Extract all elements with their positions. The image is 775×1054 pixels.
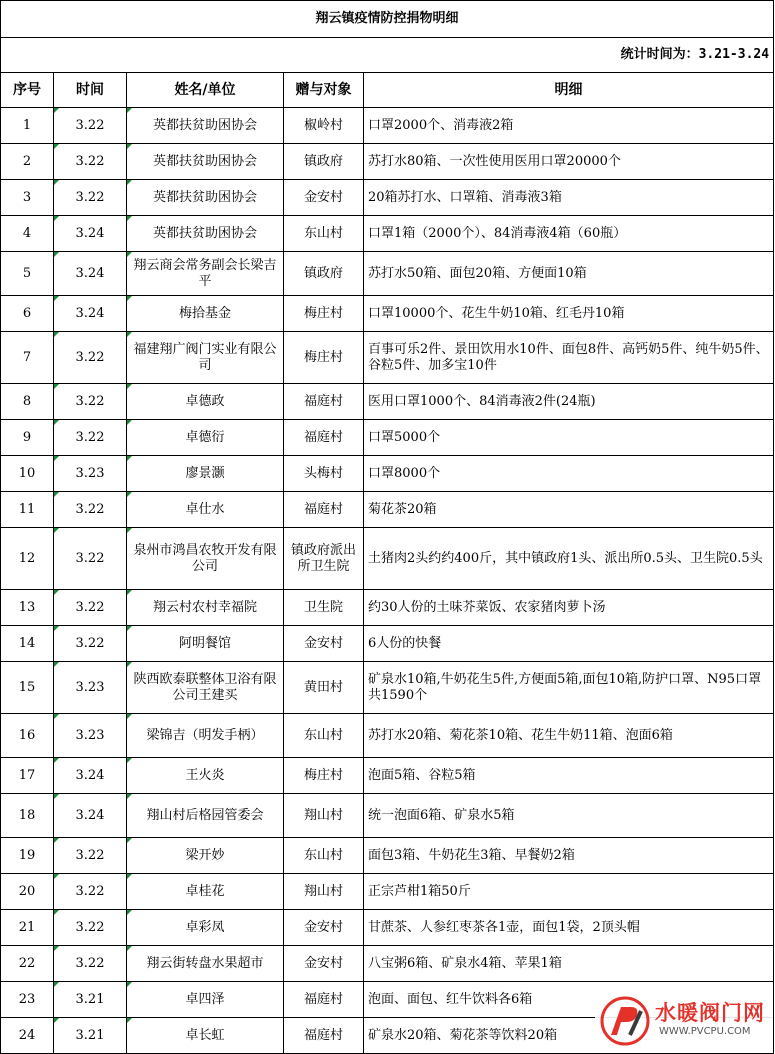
row-target: 金安村	[284, 626, 364, 662]
row-time: 3.22	[54, 528, 127, 590]
row-target: 头梅村	[284, 456, 364, 492]
row-detail: 20箱苏打水、口罩箱、消毒液3箱	[364, 180, 774, 216]
row-no: 6	[1, 296, 54, 332]
table-row	[1, 420, 774, 456]
row-time: 3.22	[54, 626, 127, 662]
row-detail: 医用口罩1000个、84消毒液2件(24瓶)	[364, 384, 774, 420]
stat-period: 统计时间为：3.21-3.24	[1, 38, 774, 73]
table-row	[1, 216, 774, 252]
row-detail: 约30人份的土味芥菜饭、农家猪肉萝卜汤	[364, 590, 774, 626]
row-detail: 口罩5000个	[364, 420, 774, 456]
row-name: 廖景灏	[127, 456, 284, 492]
table-row	[1, 946, 774, 982]
table-row	[1, 180, 774, 216]
row-no: 10	[1, 456, 54, 492]
row-no: 4	[1, 216, 54, 252]
row-detail: 泡面5箱、谷粒5箱	[364, 758, 774, 794]
row-target: 卫生院	[284, 590, 364, 626]
row-detail: 矿泉水10箱,牛奶花生5件,方便面5箱,面包10箱,防护口罩、N95口罩共1590个	[364, 662, 774, 714]
row-detail: 苏打水20箱、菊花茶10箱、花生牛奶11箱、泡面6箱	[364, 714, 774, 758]
row-name: 福建翔广阀门实业有限公司	[127, 332, 284, 384]
row-target: 福庭村	[284, 492, 364, 528]
table-row	[1, 910, 774, 946]
row-time: 3.22	[54, 108, 127, 144]
row-name: 卓德政	[127, 384, 284, 420]
row-detail: 统一泡面6箱、矿泉水5箱	[364, 794, 774, 838]
row-no: 21	[1, 910, 54, 946]
row-target: 金安村	[284, 946, 364, 982]
row-time: 3.24	[54, 216, 127, 252]
row-name: 梁开妙	[127, 838, 284, 874]
table-row	[1, 108, 774, 144]
row-name: 卓彩凤	[127, 910, 284, 946]
row-detail: 菊花茶20箱	[364, 492, 774, 528]
row-detail: 土猪肉2头约约400斤，其中镇政府1头、派出所0.5头、卫生院0.5头	[364, 528, 774, 590]
table-row	[1, 252, 774, 296]
header-no: 序号	[1, 73, 54, 108]
row-name: 英都扶贫助困协会	[127, 180, 284, 216]
sheet-title: 翔云镇疫情防控捐物明细	[1, 1, 774, 38]
row-time: 3.23	[54, 456, 127, 492]
row-detail: 苏打水80箱、一次性使用医用口罩20000个	[364, 144, 774, 180]
row-detail: 矿泉水20箱、菊花茶等饮料20箱	[364, 1018, 774, 1054]
row-no: 5	[1, 252, 54, 296]
table-row	[1, 758, 774, 794]
row-target: 福庭村	[284, 982, 364, 1018]
row-target: 镇政府派出所卫生院	[284, 528, 364, 590]
row-target: 东山村	[284, 216, 364, 252]
row-name: 梅拾基金	[127, 296, 284, 332]
row-time: 3.24	[54, 758, 127, 794]
row-name: 卓德衍	[127, 420, 284, 456]
row-target: 金安村	[284, 180, 364, 216]
table-row	[1, 332, 774, 384]
row-time: 3.24	[54, 296, 127, 332]
row-detail: 口罩10000个、花生牛奶10箱、红毛丹10箱	[364, 296, 774, 332]
row-name: 英都扶贫助困协会	[127, 144, 284, 180]
table-row	[1, 492, 774, 528]
row-detail: 口罩2000个、消毒液2箱	[364, 108, 774, 144]
table-row	[1, 874, 774, 910]
row-target: 东山村	[284, 838, 364, 874]
row-name: 英都扶贫助困协会	[127, 108, 284, 144]
row-detail: 面包3箱、牛奶花生3箱、早餐奶2箱	[364, 838, 774, 874]
row-no: 2	[1, 144, 54, 180]
row-time: 3.22	[54, 838, 127, 874]
table-row	[1, 838, 774, 874]
row-no: 9	[1, 420, 54, 456]
table-row	[1, 384, 774, 420]
row-target: 梅庄村	[284, 296, 364, 332]
row-target: 福庭村	[284, 420, 364, 456]
row-time: 3.23	[54, 662, 127, 714]
table-row	[1, 794, 774, 838]
row-no: 17	[1, 758, 54, 794]
row-target: 镇政府	[284, 252, 364, 296]
row-no: 23	[1, 982, 54, 1018]
row-name: 卓四泽	[127, 982, 284, 1018]
row-name: 卓长虹	[127, 1018, 284, 1054]
row-name: 王火炎	[127, 758, 284, 794]
row-no: 1	[1, 108, 54, 144]
row-target: 梅庄村	[284, 758, 364, 794]
row-time: 3.22	[54, 946, 127, 982]
row-target: 福庭村	[284, 384, 364, 420]
row-target: 镇政府	[284, 144, 364, 180]
row-time: 3.22	[54, 590, 127, 626]
row-detail: 泡面、面包、红牛饮料各6箱	[364, 982, 774, 1018]
row-name: 卓仕水	[127, 492, 284, 528]
row-no: 19	[1, 838, 54, 874]
row-time: 3.22	[54, 492, 127, 528]
row-time: 3.24	[54, 252, 127, 296]
row-target: 福庭村	[284, 1018, 364, 1054]
row-name: 梁锦吉（明发手柄）	[127, 714, 284, 758]
row-no: 14	[1, 626, 54, 662]
header-detail: 明细	[364, 73, 774, 108]
table-row	[1, 714, 774, 758]
row-name: 泉州市鸿昌农牧开发有限公司	[127, 528, 284, 590]
row-name: 翔云村农村幸福院	[127, 590, 284, 626]
row-no: 16	[1, 714, 54, 758]
row-time: 3.22	[54, 180, 127, 216]
row-detail: 甘蔗茶、人参红枣茶各1壶，面包1袋，2顶头帽	[364, 910, 774, 946]
row-name: 阿明餐馆	[127, 626, 284, 662]
row-detail: 口罩8000个	[364, 456, 774, 492]
row-detail: 八宝粥6箱、矿泉水4箱、苹果1箱	[364, 946, 774, 982]
header-row	[1, 73, 774, 108]
row-no: 8	[1, 384, 54, 420]
row-name: 翔云商会常务副会长梁吉平	[127, 252, 284, 296]
header-target: 赠与对象	[284, 73, 364, 108]
row-detail: 6人份的快餐	[364, 626, 774, 662]
watermark-url: WWW.PVCPU.COM	[659, 1026, 751, 1037]
row-no: 20	[1, 874, 54, 910]
row-name: 翔山村后格园管委会	[127, 794, 284, 838]
row-time: 3.24	[54, 794, 127, 838]
row-detail: 正宗芦柑1箱50斤	[364, 874, 774, 910]
row-no: 24	[1, 1018, 54, 1054]
row-name: 陕西欧泰联整体卫浴有限公司王建买	[127, 662, 284, 714]
pv-logo-icon	[597, 995, 653, 1047]
row-no: 18	[1, 794, 54, 838]
table-row	[1, 590, 774, 626]
row-target: 椒岭村	[284, 108, 364, 144]
row-no: 3	[1, 180, 54, 216]
row-target: 翔山村	[284, 794, 364, 838]
row-target: 黄田村	[284, 662, 364, 714]
row-detail: 苏打水50箱、面包20箱、方便面10箱	[364, 252, 774, 296]
row-time: 3.23	[54, 714, 127, 758]
table-row	[1, 528, 774, 590]
header-time: 时间	[54, 73, 127, 108]
row-time: 3.22	[54, 144, 127, 180]
table-row	[1, 456, 774, 492]
row-time: 3.21	[54, 982, 127, 1018]
row-no: 7	[1, 332, 54, 384]
row-time: 3.22	[54, 332, 127, 384]
row-no: 11	[1, 492, 54, 528]
row-detail: 口罩1箱（2000个）、84消毒液4箱（60瓶）	[364, 216, 774, 252]
table-row	[1, 662, 774, 714]
row-name: 英都扶贫助困协会	[127, 216, 284, 252]
watermark-brand: 水暖阀门网	[655, 1001, 765, 1025]
table-row	[1, 296, 774, 332]
row-no: 13	[1, 590, 54, 626]
row-time: 3.22	[54, 910, 127, 946]
row-no: 12	[1, 528, 54, 590]
row-target: 东山村	[284, 714, 364, 758]
header-name: 姓名/单位	[127, 73, 284, 108]
row-time: 3.21	[54, 1018, 127, 1054]
row-target: 金安村	[284, 910, 364, 946]
row-no: 15	[1, 662, 54, 714]
row-target: 翔山村	[284, 874, 364, 910]
row-detail: 百事可乐2件、景田饮用水10件、面包8件、高钙奶5件、纯牛奶5件、谷粒5件、加多宝10件	[364, 332, 774, 384]
watermark-logo	[595, 993, 773, 1048]
table-row	[1, 144, 774, 180]
row-name: 翔云街转盘水果超市	[127, 946, 284, 982]
row-name: 卓桂花	[127, 874, 284, 910]
row-time: 3.22	[54, 420, 127, 456]
row-no: 22	[1, 946, 54, 982]
row-time: 3.22	[54, 874, 127, 910]
table-row	[1, 626, 774, 662]
row-target: 梅庄村	[284, 332, 364, 384]
row-time: 3.22	[54, 384, 127, 420]
